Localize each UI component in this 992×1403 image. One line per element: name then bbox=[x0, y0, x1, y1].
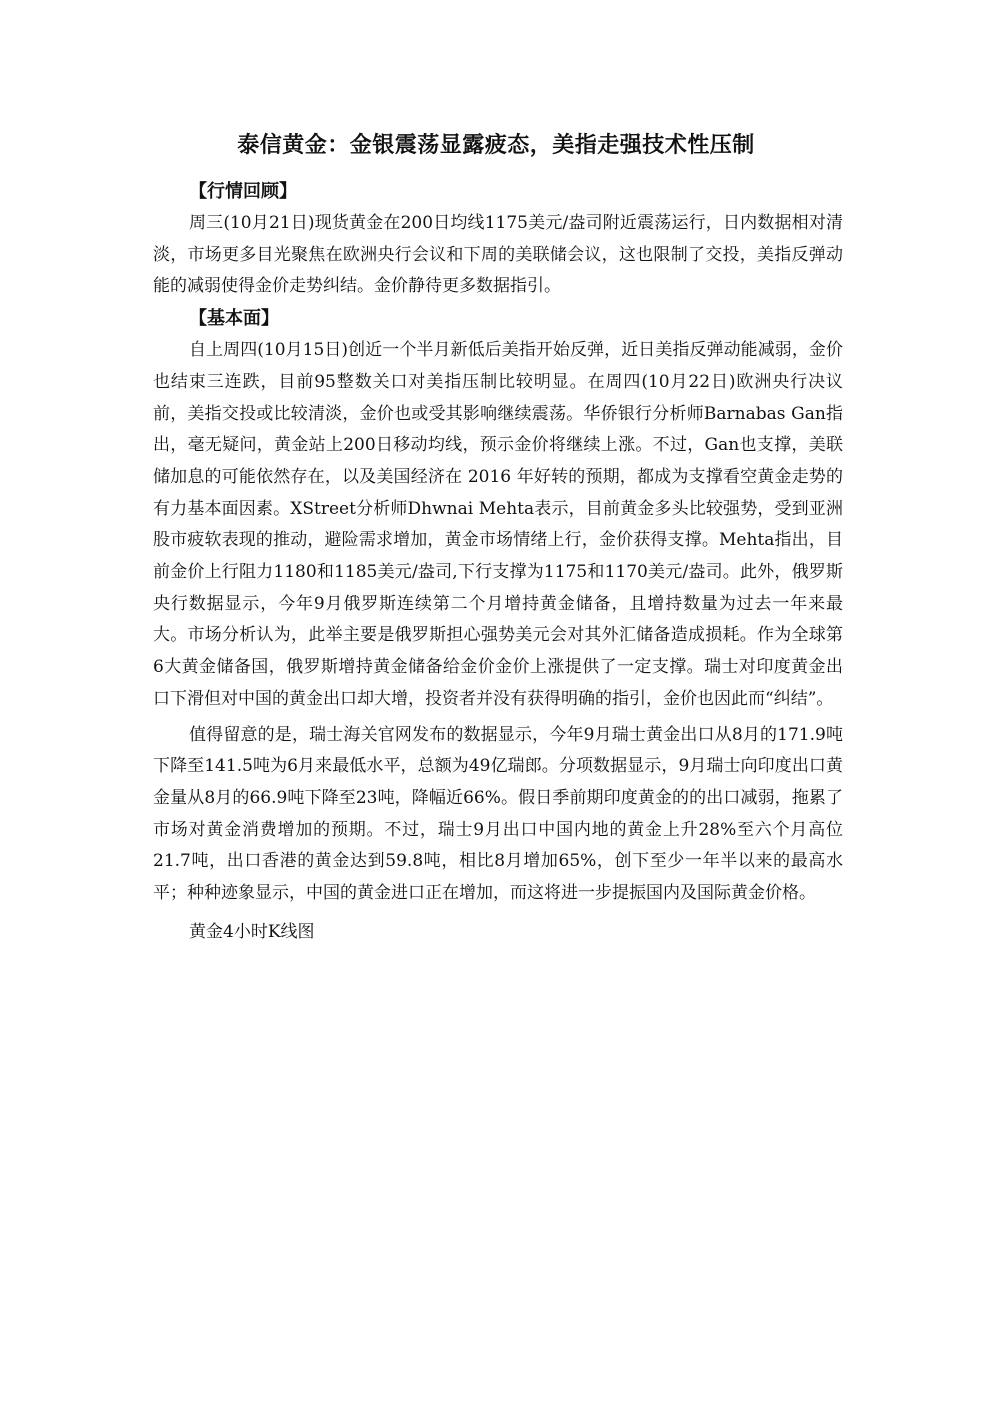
document-body bbox=[153, 176, 843, 948]
paragraph-fundamentals-2: 值得留意的是，瑞士海关官网发布的数据显示，今年9月瑞士黄金出口从8月的171.9吨下降至141.5吨为6月来最低水平，总额为49亿瑞郎。分项数据显示，9月瑞士向印度出口黄金量从8月的66.9吨下降至23吨，降幅近66%。假日季前期印度黄金的的出口减弱，拖累了市场对黄金消费增加的预期。不过，瑞士9月出口中国内地的黄金上升28%至六个月高位21.7吨，出口香港的黄金达到59.8吨，相比8月增加65%，创下至少一年半以来的最高水平；种种迹象显示，中国的黄金进口正在增加，而这将进一步提振国内及国际黄金价格。 bbox=[153, 724, 843, 904]
section-heading-fundamentals: 【基本面】 bbox=[189, 308, 279, 330]
chart-caption: 黄金4小时K线图 bbox=[189, 921, 315, 942]
document-title: 泰信黄金：金银震荡显露疲态，美指走强技术性压制 bbox=[237, 133, 755, 158]
section-heading-market-review: 【行情回顾】 bbox=[189, 181, 297, 202]
paragraph-market-review: 周三(10月21日)现货黄金在200日均线1175美元/盎司附近震荡运行，日内数据相对清淡，市场更多目光聚焦在欧洲央行会议和下周的美联储会议，这也限制了交投，美指反弹动能的减弱使得金价走势纠结。金价静待更多数据指引。 bbox=[153, 213, 843, 297]
paragraph-fundamentals-1: 自上周四(10月15日)创近一个半月新低后美指开始反弹，近日美指反弹动能减弱，金价也结束三连跌，目前95整数关口对美指压制比较明显。在周四(10月22日)欧洲央行决议前，美指交投或比较清淡，金价也或受其影响继续震荡。华侨银行分析师Barnabas Gan指出，毫无疑问，黄金站上200日移动均线，预示金价将继续上涨。不过，Gan也支撑，美联储加息的可能依然存在，以及美国经济在 2016 年好转的预期，都成为支撑看空黄金走势的有力基本面因素。XStreet分析师Dhwnai Mehta表示，目前黄金多头比较强势，受到亚洲股市疲软表现的推动，避险需求增加，黄金市场情绪上行，金价获得支撑。Mehta指出，目前金价上行阻力1180和1185美元/盎司,下行支撑为1175和1170美元/盎司。此外，俄罗斯央行数据显示，今年9月俄罗斯连续第二个月增持黄金储备，且增持数量为过去一年来最大。市场分析认为，此举主要是俄罗斯担心强势美元会对其外汇储备造成损耗。作为全球第6大黄金储备国，俄罗斯增持黄金储备给金价金价上涨提供了一定支撑。瑞士对印度黄金出口下滑但对中国的黄金出口却大增，投资者并没有获得明确的指引，金价也因此而“纠结”。 bbox=[153, 340, 843, 709]
